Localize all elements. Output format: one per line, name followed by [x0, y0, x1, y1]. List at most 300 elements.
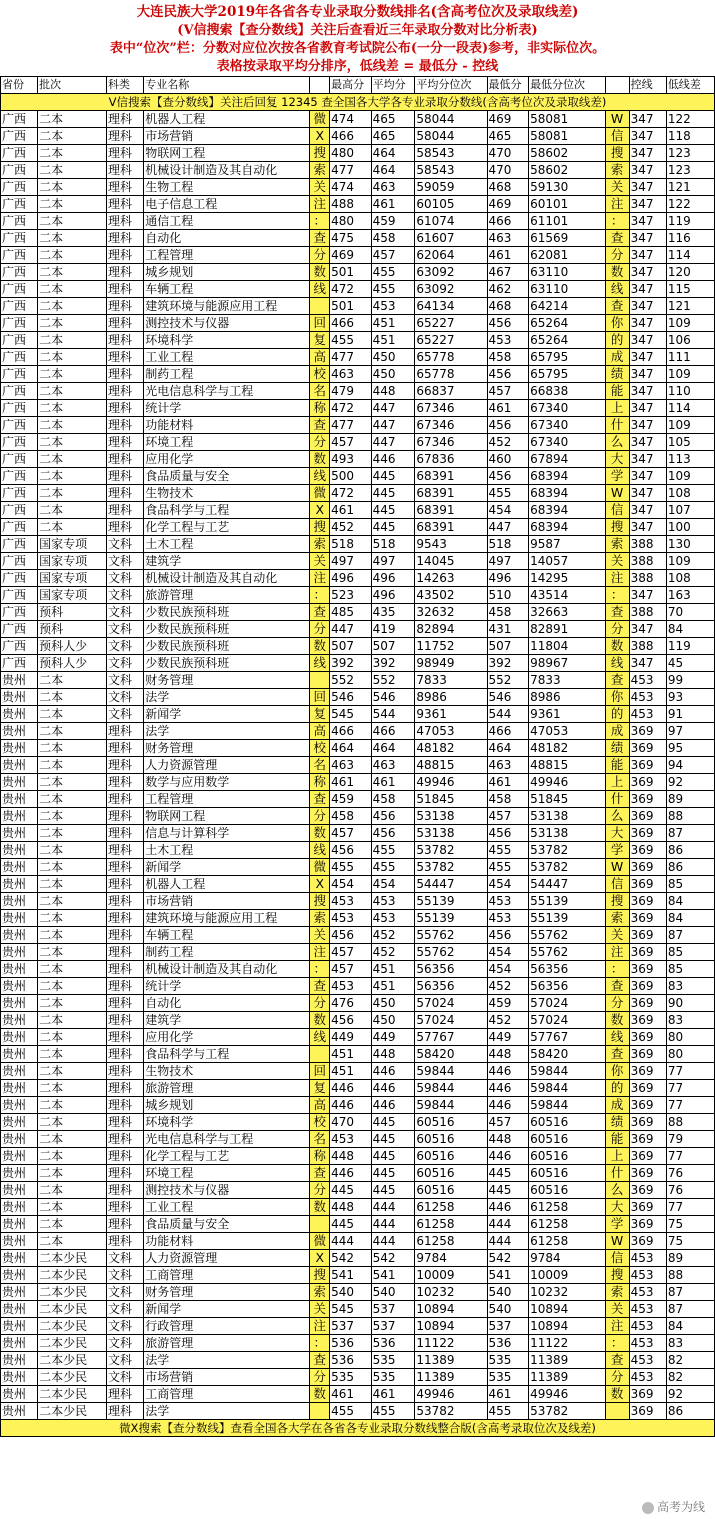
category-cell: 文科 [107, 706, 144, 723]
table-row [1, 893, 715, 910]
min-rank-cell: 59844 [529, 1063, 606, 1080]
avg-rank-cell: 53782 [415, 859, 487, 876]
side-text-cell: 数 [310, 825, 330, 842]
avg-rank-cell: 53138 [415, 825, 487, 842]
province-cell: 广西 [1, 638, 38, 655]
avg-rank-cell: 10232 [415, 1284, 487, 1301]
min-rank-cell: 61258 [529, 1233, 606, 1250]
major-cell: 化学工程与工艺 [144, 519, 310, 536]
line-diff-cell: 106 [666, 332, 714, 349]
table-row [1, 1199, 715, 1216]
line-diff-cell: 115 [666, 281, 714, 298]
avg-rank-cell: 63092 [415, 264, 487, 281]
avg-score-cell: 446 [371, 1080, 415, 1097]
major-cell: 机器人工程 [144, 111, 310, 128]
category-cell: 理科 [107, 162, 144, 179]
province-cell: 贵州 [1, 961, 38, 978]
min-score-cell: 497 [487, 553, 529, 570]
batch-cell: 二本少民 [38, 1352, 107, 1369]
batch-cell: 二本 [38, 1148, 107, 1165]
min-score-cell: 456 [487, 825, 529, 842]
side-text-cell-2: ： [605, 961, 629, 978]
max-score-cell: 480 [330, 213, 372, 230]
batch-cell: 预科人少 [38, 638, 107, 655]
min-rank-cell: 56356 [529, 978, 606, 995]
control-line-cell: 369 [629, 944, 666, 961]
side-text-cell: 分 [310, 808, 330, 825]
major-cell: 物联网工程 [144, 808, 310, 825]
avg-rank-cell: 49946 [415, 1386, 487, 1403]
min-score-cell: 540 [487, 1301, 529, 1318]
avg-score-cell: 445 [371, 1114, 415, 1131]
min-score-cell: 455 [487, 485, 529, 502]
batch-cell: 二本 [38, 1165, 107, 1182]
title-line-4: 表格按录取平均分排序，低线差 = 最低分 - 控线 [216, 59, 499, 74]
max-score-cell: 392 [330, 655, 372, 672]
province-cell: 贵州 [1, 859, 38, 876]
category-cell: 理科 [107, 264, 144, 281]
avg-rank-cell: 9784 [415, 1250, 487, 1267]
line-diff-cell: 76 [666, 1182, 714, 1199]
batch-cell: 二本 [38, 927, 107, 944]
max-score-cell: 474 [330, 111, 372, 128]
max-score-cell: 546 [330, 689, 372, 706]
side-text-cell: 注 [310, 1318, 330, 1335]
line-diff-cell: 83 [666, 1335, 714, 1352]
line-diff-cell: 95 [666, 740, 714, 757]
control-line-cell: 388 [629, 553, 666, 570]
avg-score-cell: 446 [371, 1063, 415, 1080]
major-cell: 食品科学与工程 [144, 1046, 310, 1063]
side-text-cell-2: 什 [605, 1165, 629, 1182]
min-score-cell: 466 [487, 723, 529, 740]
major-cell: 法学 [144, 1352, 310, 1369]
side-text-cell-2: 大 [605, 1199, 629, 1216]
batch-cell: 二本 [38, 1131, 107, 1148]
avg-rank-cell: 59844 [415, 1080, 487, 1097]
line-diff-cell: 123 [666, 145, 714, 162]
province-cell: 贵州 [1, 1250, 38, 1267]
avg-rank-cell: 53782 [415, 1403, 487, 1420]
line-diff-cell: 83 [666, 1012, 714, 1029]
table-row [1, 1029, 715, 1046]
control-line-cell: 369 [629, 859, 666, 876]
min-rank-cell: 68394 [529, 485, 606, 502]
min-score-cell: 510 [487, 587, 529, 604]
min-score-cell: 446 [487, 1148, 529, 1165]
side-text-cell-2: W [605, 111, 629, 128]
control-line-cell: 369 [629, 1012, 666, 1029]
max-score-cell: 456 [330, 842, 372, 859]
category-cell: 理科 [107, 808, 144, 825]
major-cell: 环境工程 [144, 434, 310, 451]
table-row [1, 1216, 715, 1233]
table-row [1, 1301, 715, 1318]
table-row [1, 196, 715, 213]
category-cell: 理科 [107, 1029, 144, 1046]
min-rank-cell: 10009 [529, 1267, 606, 1284]
province-cell: 贵州 [1, 689, 38, 706]
major-cell: 建筑环境与能源应用工程 [144, 910, 310, 927]
table-row [1, 1165, 715, 1182]
max-score-cell: 454 [330, 876, 372, 893]
control-line-cell: 347 [629, 111, 666, 128]
table-row [1, 723, 715, 740]
line-diff-cell: 114 [666, 400, 714, 417]
major-cell: 生物技术 [144, 1063, 310, 1080]
table-row [1, 672, 715, 689]
avg-rank-cell: 60516 [415, 1148, 487, 1165]
province-cell: 贵州 [1, 1301, 38, 1318]
batch-cell: 二本少民 [38, 1301, 107, 1318]
watermark-text: 高考为线 [656, 1500, 705, 1514]
avg-score-cell: 445 [371, 1165, 415, 1182]
avg-score-cell: 456 [371, 825, 415, 842]
min-rank-cell: 59130 [529, 179, 606, 196]
avg-rank-cell: 60516 [415, 1182, 487, 1199]
side-text-cell: 线 [310, 468, 330, 485]
line-diff-cell: 87 [666, 1301, 714, 1318]
min-rank-cell: 49946 [529, 774, 606, 791]
max-score-cell: 461 [330, 502, 372, 519]
min-rank-cell: 11804 [529, 638, 606, 655]
min-score-cell: 542 [487, 1250, 529, 1267]
col-batch: 批次 [38, 77, 107, 94]
control-line-cell: 347 [629, 128, 666, 145]
batch-cell: 二本 [38, 179, 107, 196]
col-side [605, 77, 629, 94]
min-score-cell: 458 [487, 791, 529, 808]
avg-score-cell: 450 [371, 349, 415, 366]
max-score-cell: 472 [330, 400, 372, 417]
side-text-cell [310, 1216, 330, 1233]
avg-rank-cell: 55762 [415, 927, 487, 944]
max-score-cell: 466 [330, 315, 372, 332]
control-line-cell: 347 [629, 298, 666, 315]
min-score-cell: 455 [487, 859, 529, 876]
province-cell: 贵州 [1, 1403, 38, 1420]
side-text-cell-2: 查 [605, 978, 629, 995]
control-line-cell: 347 [629, 145, 666, 162]
control-line-cell: 347 [629, 213, 666, 230]
avg-score-cell: 446 [371, 1097, 415, 1114]
batch-cell: 二本 [38, 1233, 107, 1250]
line-diff-cell: 109 [666, 553, 714, 570]
min-score-cell: 454 [487, 961, 529, 978]
major-cell: 市场营销 [144, 128, 310, 145]
max-score-cell: 477 [330, 417, 372, 434]
table-row [1, 621, 715, 638]
control-line-cell: 347 [629, 587, 666, 604]
control-line-cell: 388 [629, 604, 666, 621]
province-cell: 广西 [1, 468, 38, 485]
avg-score-cell: 455 [371, 842, 415, 859]
category-cell: 理科 [107, 332, 144, 349]
min-score-cell: 460 [487, 451, 529, 468]
province-cell: 贵州 [1, 1029, 38, 1046]
category-cell: 文科 [107, 604, 144, 621]
control-line-cell: 347 [629, 247, 666, 264]
major-cell: 食品质量与安全 [144, 468, 310, 485]
side-text-cell: 称 [310, 400, 330, 417]
avg-score-cell: 537 [371, 1301, 415, 1318]
major-cell: 自动化 [144, 230, 310, 247]
table-row [1, 740, 715, 757]
avg-score-cell: 496 [371, 570, 415, 587]
min-rank-cell: 65264 [529, 315, 606, 332]
min-score-cell: 448 [487, 1046, 529, 1063]
avg-score-cell: 455 [371, 281, 415, 298]
control-line-cell: 369 [629, 910, 666, 927]
table-row [1, 519, 715, 536]
avg-rank-cell: 62064 [415, 247, 487, 264]
major-cell: 车辆工程 [144, 281, 310, 298]
min-rank-cell: 59844 [529, 1080, 606, 1097]
min-score-cell: 431 [487, 621, 529, 638]
batch-cell: 二本 [38, 1114, 107, 1131]
max-score-cell: 540 [330, 1284, 372, 1301]
side-text-cell: 搜 [310, 1267, 330, 1284]
table-row [1, 944, 715, 961]
table-row [1, 553, 715, 570]
province-cell: 贵州 [1, 1131, 38, 1148]
batch-cell: 二本 [38, 995, 107, 1012]
table-row [1, 468, 715, 485]
batch-cell: 二本 [38, 332, 107, 349]
min-score-cell: 469 [487, 111, 529, 128]
control-line-cell: 369 [629, 927, 666, 944]
province-cell: 广西 [1, 383, 38, 400]
side-text-cell-2: 学 [605, 468, 629, 485]
control-line-cell: 453 [629, 1301, 666, 1318]
max-score-cell: 472 [330, 485, 372, 502]
category-cell: 理科 [107, 383, 144, 400]
max-score-cell: 446 [330, 1080, 372, 1097]
province-cell: 广西 [1, 417, 38, 434]
province-cell: 广西 [1, 553, 38, 570]
province-cell: 贵州 [1, 808, 38, 825]
control-line-cell: 453 [629, 1352, 666, 1369]
avg-score-cell: 455 [371, 1403, 415, 1420]
province-cell: 广西 [1, 281, 38, 298]
avg-score-cell: 447 [371, 417, 415, 434]
control-line-cell: 369 [629, 723, 666, 740]
max-score-cell: 457 [330, 961, 372, 978]
table-row [1, 1046, 715, 1063]
min-score-cell: 456 [487, 315, 529, 332]
side-text-cell-2: 关 [605, 179, 629, 196]
control-line-cell: 369 [629, 808, 666, 825]
table-row [1, 859, 715, 876]
side-text-cell-2: 搜 [605, 519, 629, 536]
category-cell: 理科 [107, 281, 144, 298]
side-text-cell: 查 [310, 604, 330, 621]
province-cell: 贵州 [1, 995, 38, 1012]
province-cell: 广西 [1, 587, 38, 604]
batch-cell: 预科人少 [38, 655, 107, 672]
category-cell: 理科 [107, 995, 144, 1012]
line-diff-cell: 76 [666, 1165, 714, 1182]
side-text-cell-2: 什 [605, 791, 629, 808]
min-rank-cell: 60516 [529, 1165, 606, 1182]
avg-score-cell: 535 [371, 1369, 415, 1386]
banner-text: V信搜索【查分数线】关注后回复 12345 查全国各大学各专业录取分数线(含高考位次及录取线差) [1, 94, 715, 111]
side-text-cell: X [310, 876, 330, 893]
min-score-cell: 455 [487, 1403, 529, 1420]
max-score-cell: 451 [330, 1046, 372, 1063]
side-text-cell-2: 搜 [605, 1267, 629, 1284]
major-cell: 城乡规划 [144, 264, 310, 281]
side-text-cell: 回 [310, 315, 330, 332]
col-diff: 低线差 [666, 77, 714, 94]
side-text-cell: 微 [310, 1233, 330, 1250]
line-diff-cell: 88 [666, 808, 714, 825]
min-rank-cell: 61569 [529, 230, 606, 247]
major-cell: 市场营销 [144, 893, 310, 910]
line-diff-cell: 85 [666, 961, 714, 978]
category-cell: 理科 [107, 1046, 144, 1063]
avg-score-cell: 445 [371, 468, 415, 485]
min-score-cell: 447 [487, 519, 529, 536]
avg-rank-cell: 82894 [415, 621, 487, 638]
line-diff-cell: 89 [666, 791, 714, 808]
major-cell: 制药工程 [144, 366, 310, 383]
side-text-cell-2: 关 [605, 927, 629, 944]
avg-rank-cell: 9361 [415, 706, 487, 723]
side-text-cell-2: 信 [605, 502, 629, 519]
line-diff-cell: 87 [666, 825, 714, 842]
table-row [1, 1097, 715, 1114]
side-text-cell-2: 注 [605, 570, 629, 587]
min-score-cell: 470 [487, 145, 529, 162]
max-score-cell: 545 [330, 1301, 372, 1318]
avg-score-cell: 451 [371, 315, 415, 332]
batch-cell: 二本 [38, 1097, 107, 1114]
avg-rank-cell: 55139 [415, 893, 487, 910]
min-score-cell: 457 [487, 383, 529, 400]
avg-score-cell: 451 [371, 978, 415, 995]
side-text-cell-2: 分 [605, 621, 629, 638]
min-rank-cell: 56356 [529, 961, 606, 978]
avg-score-cell: 453 [371, 298, 415, 315]
avg-rank-cell: 58543 [415, 145, 487, 162]
table-row [1, 1063, 715, 1080]
category-cell: 文科 [107, 1284, 144, 1301]
max-score-cell: 461 [330, 1386, 372, 1403]
batch-cell: 二本 [38, 774, 107, 791]
min-rank-cell: 47053 [529, 723, 606, 740]
min-score-cell: 469 [487, 196, 529, 213]
control-line-cell: 369 [629, 757, 666, 774]
table-row [1, 1369, 715, 1386]
avg-score-cell: 455 [371, 859, 415, 876]
col-min: 最低分 [487, 77, 529, 94]
side-text-cell-2: W [605, 485, 629, 502]
province-cell: 广西 [1, 655, 38, 672]
side-text-cell: 校 [310, 740, 330, 757]
major-cell: 行政管理 [144, 1318, 310, 1335]
side-text-cell: 查 [310, 791, 330, 808]
avg-rank-cell: 68391 [415, 485, 487, 502]
min-rank-cell: 10894 [529, 1301, 606, 1318]
batch-cell: 二本 [38, 842, 107, 859]
max-score-cell: 507 [330, 638, 372, 655]
min-score-cell: 457 [487, 808, 529, 825]
avg-rank-cell: 43502 [415, 587, 487, 604]
avg-rank-cell: 57024 [415, 1012, 487, 1029]
col-major: 专业名称 [144, 77, 310, 94]
avg-rank-cell: 10894 [415, 1301, 487, 1318]
avg-rank-cell: 61074 [415, 213, 487, 230]
min-score-cell: 445 [487, 1165, 529, 1182]
line-diff-cell: 45 [666, 655, 714, 672]
line-diff-cell: 109 [666, 315, 714, 332]
min-score-cell: 455 [487, 842, 529, 859]
avg-rank-cell: 60516 [415, 1114, 487, 1131]
table-row [1, 655, 715, 672]
avg-rank-cell: 67346 [415, 434, 487, 451]
side-text-cell-2: 上 [605, 400, 629, 417]
line-diff-cell: 113 [666, 451, 714, 468]
table-row [1, 961, 715, 978]
footer-row [1, 1420, 715, 1437]
col-category: 科类 [107, 77, 144, 94]
side-text-cell: 分 [310, 621, 330, 638]
max-score-cell: 518 [330, 536, 372, 553]
line-diff-cell: 82 [666, 1352, 714, 1369]
side-text-cell-2: 查 [605, 604, 629, 621]
line-diff-cell: 109 [666, 417, 714, 434]
line-diff-cell: 88 [666, 1267, 714, 1284]
province-cell: 广西 [1, 604, 38, 621]
side-text-cell-2: 查 [605, 1046, 629, 1063]
major-cell: 电子信息工程 [144, 196, 310, 213]
min-score-cell: 457 [487, 1114, 529, 1131]
category-cell: 文科 [107, 672, 144, 689]
line-diff-cell: 123 [666, 162, 714, 179]
max-score-cell: 464 [330, 740, 372, 757]
avg-score-cell: 455 [371, 264, 415, 281]
table-row [1, 162, 715, 179]
max-score-cell: 496 [330, 570, 372, 587]
side-text-cell: 数 [310, 264, 330, 281]
category-cell: 理科 [107, 757, 144, 774]
control-line-cell: 347 [629, 468, 666, 485]
control-line-cell: 453 [629, 706, 666, 723]
control-line-cell: 347 [629, 366, 666, 383]
province-cell: 贵州 [1, 1148, 38, 1165]
province-cell: 贵州 [1, 1352, 38, 1369]
side-text-cell-2: 分 [605, 1369, 629, 1386]
min-score-cell: 467 [487, 264, 529, 281]
avg-rank-cell: 65227 [415, 332, 487, 349]
side-text-cell-2: 学 [605, 1216, 629, 1233]
min-score-cell: 463 [487, 757, 529, 774]
avg-rank-cell: 65227 [415, 315, 487, 332]
max-score-cell: 542 [330, 1250, 372, 1267]
min-score-cell: 468 [487, 179, 529, 196]
max-score-cell: 447 [330, 621, 372, 638]
batch-cell: 二本 [38, 961, 107, 978]
min-rank-cell: 14295 [529, 570, 606, 587]
side-text-cell: 关 [310, 553, 330, 570]
line-diff-cell: 111 [666, 349, 714, 366]
side-text-cell-2: 大 [605, 451, 629, 468]
category-cell: 理科 [107, 1403, 144, 1420]
avg-rank-cell: 66837 [415, 383, 487, 400]
category-cell: 文科 [107, 1335, 144, 1352]
major-cell: 应用化学 [144, 451, 310, 468]
